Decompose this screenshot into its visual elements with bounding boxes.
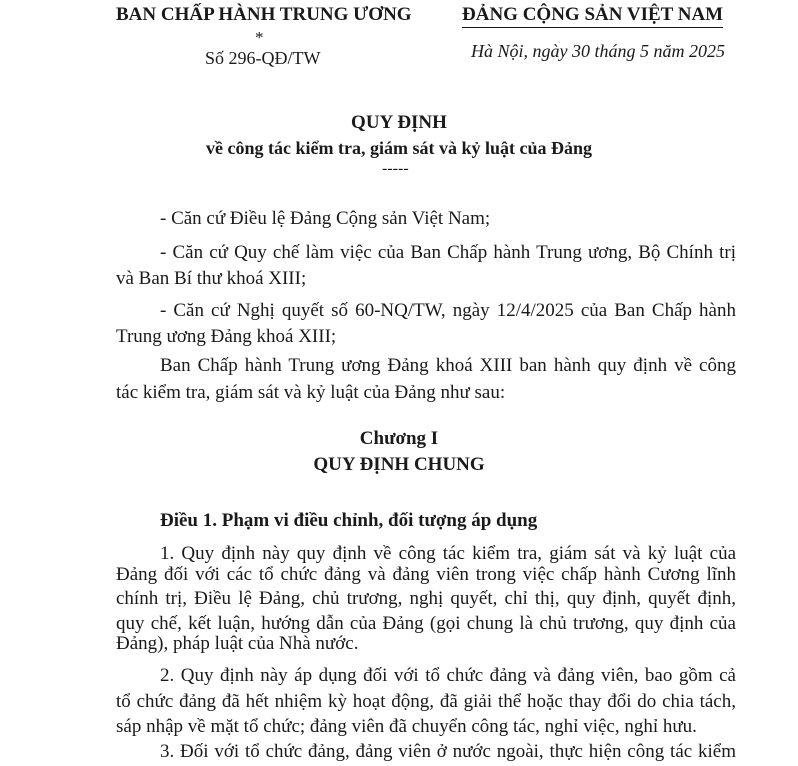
basis-1-line-1: - Căn cứ Điều lệ Đảng Cộng sản Việt Nam; — [160, 208, 491, 229]
title-separator: ----- — [382, 160, 409, 177]
clause-1-line-3: chính trị, Điều lệ Đảng, chủ trương, nghị quyết, chỉ thị, quy định, quyết định, — [116, 588, 736, 609]
place-date: Hà Nội, ngày 30 tháng 5 năm 2025 — [471, 41, 725, 61]
basis-2-line-1: - Căn cứ Quy chế làm việc của Ban Chấp hành Trung ương, Bộ Chính trị — [160, 242, 736, 263]
basis-2-line-2: và Ban Bí thư khoá XIII; — [116, 268, 307, 289]
clause-2-line-3: sáp nhập về mặt tổ chức; đảng viên đã chuyển công tác, nghỉ việc, nghỉ hưu. — [116, 716, 697, 737]
clause-2-line-2: tổ chức đảng đã hết nhiệm kỳ hoạt động, đã giải thể hoặc thay đổi do chia tách, — [116, 691, 736, 712]
chapter-title: QUY ĐỊNH CHUNG — [313, 454, 485, 475]
document-number: Số 296-QĐ/TW — [205, 48, 321, 68]
preamble-line-1: Ban Chấp hành Trung ương Đảng khoá XIII ban hành quy định về công — [160, 355, 736, 376]
issuer-name: BAN CHẤP HÀNH TRUNG ƯƠNG — [116, 4, 412, 25]
article-heading: Điều 1. Phạm vi điều chỉnh, đối tượng áp dụng — [160, 510, 538, 531]
preamble-line-2: tác kiểm tra, giám sát và kỷ luật của Đảng như sau: — [116, 382, 506, 403]
clause-1-line-2: Đảng đối với các tổ chức đảng và đảng viên trong việc chấp hành Cương lĩnh — [116, 564, 736, 585]
clause-1-line-5: Đảng), pháp luật của Nhà nước. — [116, 633, 359, 654]
party-name: ĐẢNG CỘNG SẢN VIỆT NAM — [462, 4, 723, 28]
basis-3-line-2: Trung ương Đảng khoá XIII; — [116, 326, 337, 347]
document-type: QUY ĐỊNH — [351, 112, 447, 133]
chapter-label: Chương I — [359, 428, 439, 449]
clause-3-line-1: 3. Đối với tổ chức đảng, đảng viên ở nước ngoài, thực hiện công tác kiểm — [160, 741, 736, 762]
document-subject: về công tác kiểm tra, giám sát và kỷ luật của Đảng — [206, 138, 592, 158]
clause-2-line-1: 2. Quy định này áp dụng đối với tổ chức đảng và đảng viên, bao gồm cả — [160, 665, 736, 686]
clause-1-line-1: 1. Quy định này quy định về công tác kiểm tra, giám sát và kỷ luật của — [160, 543, 736, 564]
clause-1-line-4: quy chế, kết luận, hướng dẫn của Đảng (gọi chung là chủ trương, quy định của — [116, 613, 736, 634]
issuer-star: * — [255, 28, 264, 47]
basis-3-line-1: - Căn cứ Nghị quyết số 60-NQ/TW, ngày 12/4/2025 của Ban Chấp hành — [160, 300, 736, 321]
